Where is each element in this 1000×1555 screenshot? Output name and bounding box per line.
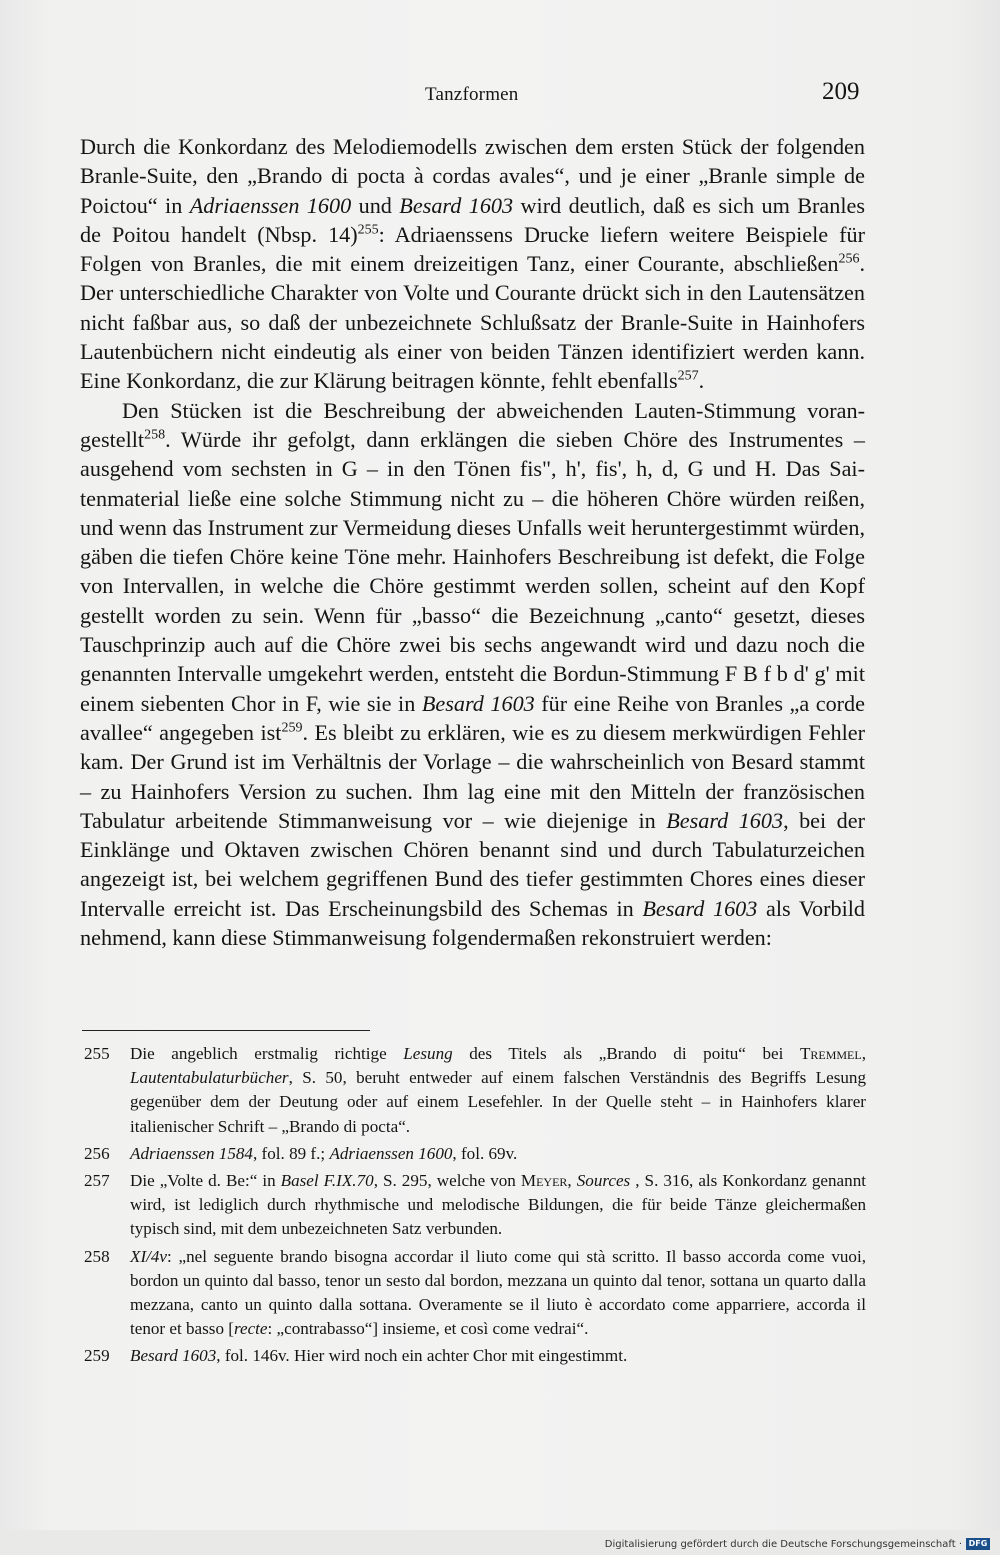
footnote-number: 255 <box>84 1044 110 1063</box>
footnote-ref: 258 <box>144 427 166 443</box>
italic-text: Basel F.IX.70 <box>280 1171 374 1191</box>
body-text <box>80 132 865 952</box>
dfg-logo: DFG <box>966 1538 990 1550</box>
footnote-text <box>130 1344 866 1368</box>
italic-text: Adriaenssen 1600 <box>189 192 352 218</box>
text-run: : „nel seguente brando bisogna accordar il liuto come qui stà scritto. Il basso accorda come vuoi, bordon un quinto dal basso, tenor un sesto dal bordon, mezzana un quinto dal tenor, sottana un quarto dalla mezzana, canto un quinto dalla sottana. Overamente se il liuto è accordato come apparriere, accorda il tenor et basso [ <box>130 1246 866 1339</box>
text-run: , fol. 89 f.; <box>252 1143 330 1163</box>
footnote-text <box>130 1142 866 1166</box>
text-run: . Der unterschiedliche Charakter von Volte und Courante drückt sich in den Lautensätzen nicht faßbar aus, so daß der unbezeichnete Schlußsatz der Branle-Suite in Hainhofers Lautenbüchern nicht eindeutig als einer von beiden Tänzen identifiziert werden kann. Eine Konkordanz, die zur Klärung beitragen könnte, fehlt ebenfalls <box>80 251 865 394</box>
footnote <box>84 1042 866 1139</box>
text-run: Durch die Konkordanz des Melodiemodells zwischen dem ersten Stück der folgenden Branle-Suite, den „Brando di pocta à cordas avales“, und je einer „Branle simple de Poictou“ in <box>80 134 865 218</box>
footnote <box>84 1142 866 1166</box>
footnote-ref: 257 <box>677 368 699 384</box>
text-run: als Vorbild nehmend, kann diese Stimmanweisung folgendermaßen rekonstruiert werden: <box>80 895 865 951</box>
footnote-divider <box>82 1030 370 1031</box>
footnote-number: 257 <box>84 1171 110 1191</box>
italic-text: Lesung <box>403 1044 453 1063</box>
italic-text: Adriaenssen 1584 <box>130 1143 253 1163</box>
text-run: , bei der Einklänge und Oktaven zwischen Chören benannt sind und durch Tabulaturzeichen angezeigt ist, bei welchem gegriffenen Bund des tiefer gestimmten Chores eines dieser Intervalle erreicht ist. Das Erscheinungsbild des Schemas in <box>80 807 865 921</box>
footnote <box>84 1169 866 1242</box>
running-head <box>0 78 1000 112</box>
footnote-text <box>130 1245 866 1342</box>
italic-text: Besard 1603 <box>642 895 758 921</box>
footnote-text <box>130 1169 866 1242</box>
text-run: , fol. 69v. <box>452 1143 518 1163</box>
running-head-title: Tanzformen <box>425 84 519 105</box>
footnote-number: 259 <box>84 1346 110 1366</box>
italic-text: Besard 1603 <box>399 192 514 218</box>
footnote <box>84 1344 866 1368</box>
text-run: : „contrabasso“] insieme, et così come vedrai“. <box>267 1319 589 1339</box>
text-run: . Es bleibt zu erklären, wie es zu diesem merkwürdigen Fehler kam. Der Grund ist im Verhältnis der Vorlage – die wahrscheinlich von Besard stammt – zu Hainhofers Version zu suchen. Ihm lag eine mit den Mitteln der französischen Tabulatur arbeitende Stimmanweisung vor – wie diejenige in <box>80 719 865 833</box>
text-run: für eine Reihe von Branles „a corde avallee“ angegeben ist <box>80 690 865 745</box>
footnote-ref: 256 <box>838 251 860 267</box>
footnote-ref: 259 <box>281 720 303 736</box>
text-run: und <box>351 192 400 218</box>
footnote <box>84 1245 866 1342</box>
text-run: , <box>567 1171 577 1191</box>
text-run: Die „Volte d. Be:“ in <box>130 1171 281 1191</box>
paragraph <box>80 132 865 396</box>
italic-text: recte <box>233 1319 268 1339</box>
italic-text: Sources <box>576 1171 631 1191</box>
credit-text: Digitalisierung gefördert durch die Deutsche Forschungsgemeinschaft · <box>604 1538 962 1550</box>
text-run: Den Stücken ist die Beschreibung der abweichenden Lauten-Stimmung vorangestellt <box>80 397 865 452</box>
author-name: Meyer <box>520 1171 568 1191</box>
footnote-number: 258 <box>84 1246 110 1266</box>
italic-text: Adriaenssen 1600 <box>329 1143 453 1163</box>
text-run: , S. 295, welche von <box>373 1171 521 1191</box>
author-name: Tremmel <box>799 1044 862 1063</box>
italic-text: XI/4v <box>130 1246 168 1266</box>
footnote-text <box>130 1042 866 1139</box>
text-run: . Würde ihr gefolgt, dann erklängen die sieben Chöre des Instrumentes – ausgehend vom sechsten in G – in den Tönen fis", h', fis', h, d, G und H. Das Saitenmaterial ließe eine solche Stimmung nicht zu – die höheren Chöre würden reißen, und wenn das Instrument zur Vermeidung dieses Unfalls weit heruntergestimmt würden, gäben die tiefen Chöre keine Töne mehr. Hainhofers Beschreibung ist defekt, die Folge von Intervallen, in welche die Chöre gestimmt werden sollen, scheint auf den Kopf gestellt worden zu sein. Wenn für „basso“ die Bezeichnung „canto“ gesetzt, dieses Tauschprinzip auch auf die Chöre zwei bis sechs angewandt wird und dazu noch die genannten Intervalle umgekehrt werden, entsteht die Bordun-Stimmung F B f b d' g' mit einem siebenten Chor in F, wie sie in <box>80 426 865 716</box>
text-run: wird deutlich, daß es sich um Branles de Poitou handelt (Nbsp. 14) <box>80 192 866 247</box>
text-run: , S. 316, als Konkordanz genannt wird, ist lediglich durch rhythmische und melodische Bildungen, die für beide Tänze gleichermaßen typisch sind, mit dem unbezeichneten Satz verbunden. <box>130 1171 866 1239</box>
text-run: , <box>861 1044 866 1063</box>
page-number: 209 <box>822 78 860 105</box>
italic-text: Lautentabulaturbücher <box>130 1068 289 1088</box>
italic-text: Besard 1603 <box>130 1346 217 1366</box>
footnote-number: 256 <box>84 1143 110 1163</box>
text-run: des Titels als „Brando di poitu“ bei <box>452 1044 800 1063</box>
text-run: Die angeblich erstmalig richtige <box>130 1044 404 1063</box>
text-run: , fol. 146v. Hier wird noch ein achter Chor mit eingestimmt. <box>216 1346 628 1366</box>
text-run: , S. 50, beruht entweder auf einem falschen Verständnis des Begriffs Lesung gegenüber dem der Deutung oder auf einem Lesefehler. In der Quelle steht – in Hainhofers klarer italienischer Schrift – „Brando di pocta“. <box>130 1068 866 1136</box>
digitization-credit <box>605 1537 990 1551</box>
footnote-ref: 255 <box>357 222 379 238</box>
text-run: . <box>698 368 705 394</box>
italic-text: Besard 1603 <box>666 807 784 833</box>
text-run: : Adriaenssens Drucke liefern weitere Beispiele für Folgen von Branles, die mit einem dreizeitigen Tanz, einer Courante, abschließen <box>80 221 865 277</box>
italic-text: Besard 1603 <box>421 690 535 716</box>
footnotes <box>84 1042 866 1372</box>
paragraph <box>80 396 865 953</box>
